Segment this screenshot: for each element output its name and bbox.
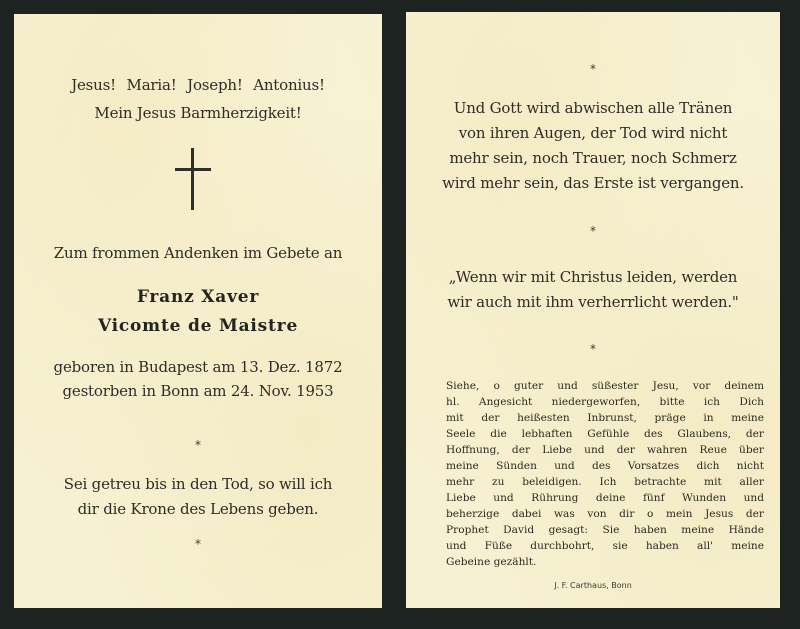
- left-card-page: [14, 14, 382, 608]
- right-card-page: [406, 12, 780, 608]
- prayer-line: mit der heißesten Inbrunst, präge in meine: [446, 412, 764, 424]
- invocation-line-1: Jesus! Maria! Joseph! Antonius!: [71, 76, 325, 94]
- prayer-line: Siehe, o guter und süßester Jesu, vor deinem: [446, 380, 764, 392]
- deceased-name-line-1: Franz Xaver: [136, 287, 260, 307]
- verse1-line-4: wird mehr sein, das Erste ist vergangen.: [442, 174, 744, 192]
- prayer-line: Seele die lebhaften Gefühle des Glaubens, der: [446, 428, 764, 440]
- invocation-line-2: Mein Jesus Barmherzigkeit!: [94, 104, 302, 122]
- cross-icon: [175, 148, 211, 210]
- separator-star-low: *: [590, 342, 596, 356]
- separator-star-top: *: [590, 62, 596, 76]
- verse2-line-1: „Wenn wir mit Christus leiden, werden: [448, 268, 738, 286]
- separator-star-end: *: [195, 537, 201, 551]
- prayer-line: Liebe und Rührung deine fünf Wunden und: [446, 492, 764, 504]
- verse1-line-2: von ihren Augen, der Tod wird nicht: [458, 124, 728, 142]
- separator-star: *: [195, 438, 201, 452]
- verse1-line-3: mehr sein, noch Trauer, noch Schmerz: [449, 149, 737, 167]
- verse1-line-1: Und Gott wird abwischen alle Tränen: [453, 99, 733, 117]
- printer-imprint: J. F. Carthaus, Bonn: [554, 581, 632, 590]
- prayer-line: Prophet David gesagt: Sie haben meine Hände: [446, 524, 764, 536]
- deceased-name-line-2: Vicomte de Maistre: [97, 316, 299, 336]
- separator-star-mid: *: [590, 224, 596, 238]
- prayer-line: und Füße durchbohrt, sie haben all' meine: [446, 540, 764, 552]
- prayer-line: Gebeine gezählt.: [446, 556, 537, 568]
- prayer-text: [446, 378, 764, 570]
- death-info: gestorben in Bonn am 24. Nov. 1953: [62, 382, 334, 400]
- verse-line-1: Sei getreu bis in den Tod, so will ich: [63, 475, 333, 493]
- prayer-line: meine Sünden und des Vorsatzes dich nicht: [446, 460, 764, 472]
- verse2-line-2: wir auch mit ihm verherrlicht werden.": [447, 293, 739, 311]
- prayer-line: beherzige dabei was von dir o mein Jesus der: [446, 508, 764, 520]
- prayer-line: mehr zu beleidigen. Ich betrachte mit aller: [446, 476, 764, 488]
- birth-info: geboren in Budapest am 13. Dez. 1872: [53, 358, 343, 376]
- verse-line-2: dir die Krone des Lebens geben.: [77, 500, 319, 518]
- prayer-line: Hoffnung, der Liebe und der wahren Reue über: [446, 444, 764, 456]
- dedication-text: Zum frommen Andenken im Gebete an: [53, 244, 343, 262]
- prayer-line: hl. Angesicht niedergeworfen, bitte ich Dich: [446, 396, 764, 408]
